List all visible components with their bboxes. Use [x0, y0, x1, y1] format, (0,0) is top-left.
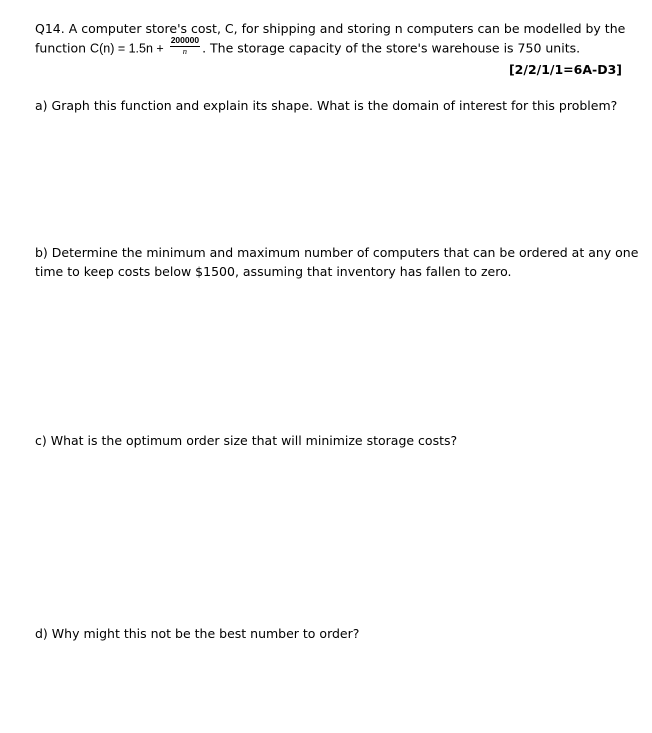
question-intro-line: Q14. A computer store's cost, C, for shipping and storing n computers can be modelled by the [35, 21, 626, 36]
part-a-prompt: a) Graph this function and explain its shape. What is the domain of interest for this problem? [35, 98, 618, 113]
storage-capacity-text: . The storage capacity of the store's warehouse is 750 units. [202, 40, 581, 56]
part-b-prompt-line2: time to keep costs below $1500, assuming that inventory has fallen to zero. [35, 264, 512, 279]
question-function-line [35, 35, 581, 59]
part-b-prompt-line1: b) Determine the minimum and maximum number of computers that can be ordered at any one [35, 245, 639, 260]
formula-fraction [170, 36, 200, 56]
part-d-prompt: d) Why might this not be the best number to order? [35, 626, 360, 641]
function-word: function [35, 40, 87, 56]
fraction-numerator: 200000 [170, 35, 200, 45]
fraction-denominator: n [182, 46, 187, 56]
marks-breakdown: [2/2/1/1=6A-D3] [508, 62, 622, 77]
part-c-prompt: c) What is the optimum order size that will minimize storage costs? [35, 433, 458, 448]
formula-lhs: C(n) = 1.5n + [90, 41, 164, 56]
